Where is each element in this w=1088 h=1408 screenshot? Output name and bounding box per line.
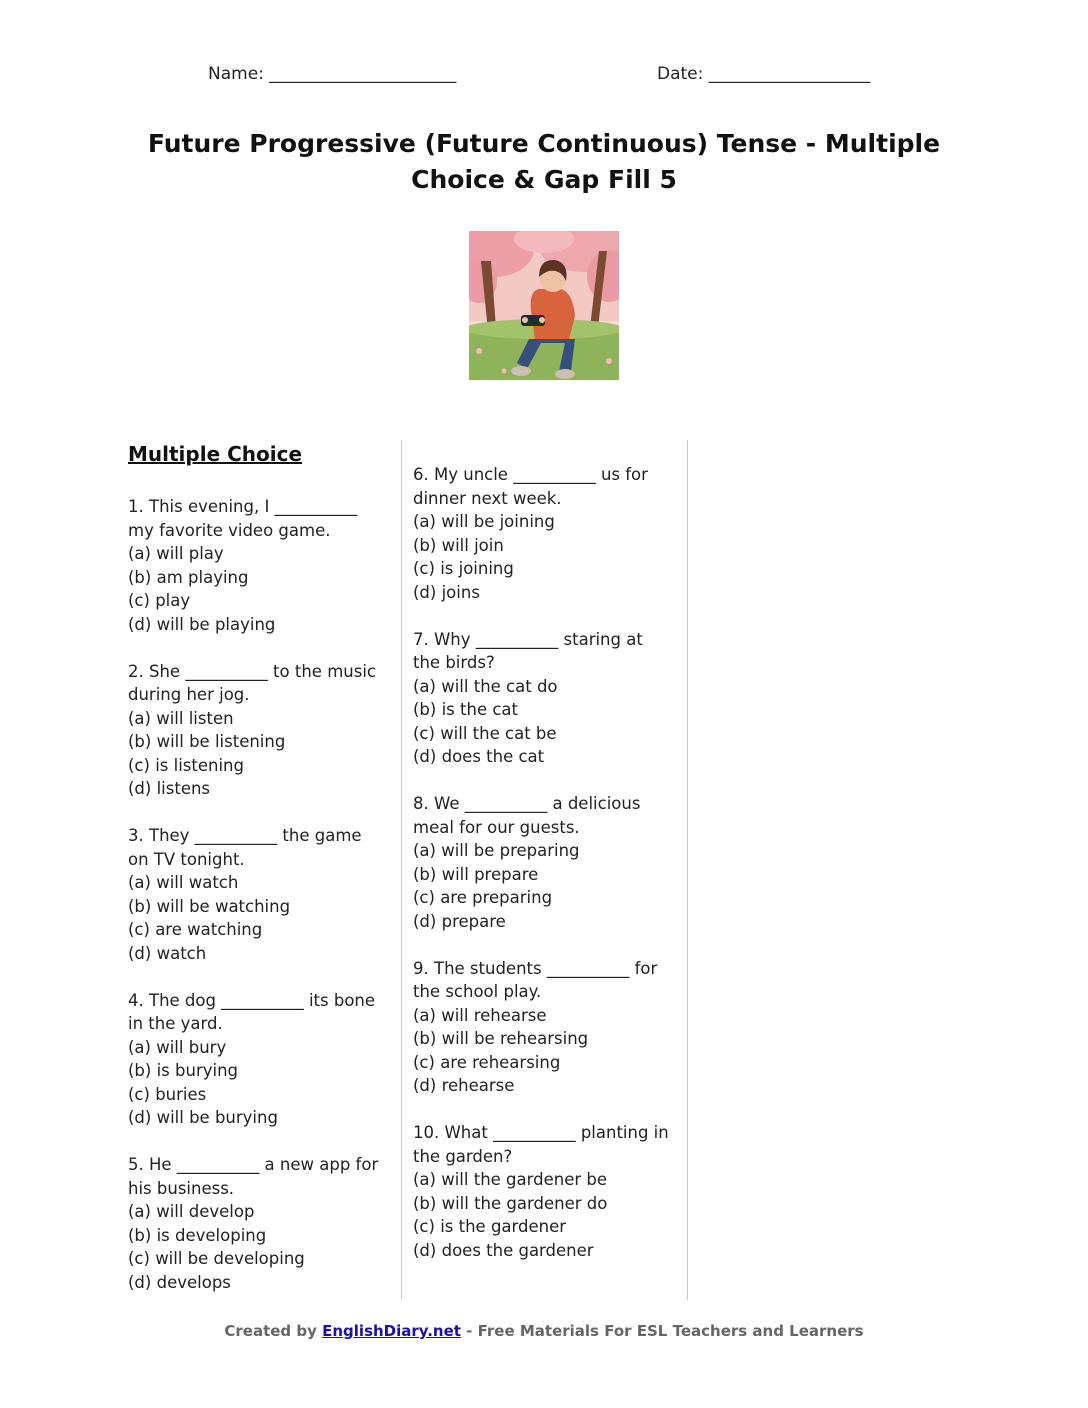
footer-link[interactable]: EnglishDiary.net [322,1322,461,1340]
answer-option[interactable]: (a) will be joining [413,512,555,531]
worksheet-title: Future Progressive (Future Continuous) Tense - Multiple Choice & Gap Fill 5 [147,129,941,194]
answer-option[interactable]: (a) will bury [128,1037,227,1057]
answer-option[interactable]: (a) will rehearse [413,1005,547,1025]
question-item [413,792,675,933]
question-text: 3. They __________ the game on TV tonight. [128,826,362,869]
question-text: 1. This evening, I __________ my favorite video game. [128,497,358,540]
answer-option[interactable]: (c) is listening [128,755,244,775]
question-text: 6. My uncle __________ us for dinner next week. [413,465,648,508]
answer-option[interactable]: (c) is joining [413,559,514,578]
answer-option[interactable]: (d) joins [413,582,480,602]
answer-option[interactable]: (a) will listen [128,708,234,728]
answer-option[interactable]: (d) prepare [413,911,506,931]
answer-option[interactable]: (a) will the cat do [413,676,558,696]
answer-option[interactable]: (b) is developing [128,1225,267,1245]
answer-option[interactable]: (a) will play [128,544,224,563]
answer-option[interactable]: (c) play [128,591,191,610]
date-field[interactable]: Date: ___________________ [657,64,871,84]
answer-option[interactable]: (c) are preparing [413,888,553,907]
left-column [128,440,386,1318]
answer-option[interactable]: (b) will be listening [128,732,286,751]
answer-option[interactable]: (c) will the cat be [413,723,557,743]
column-divider [401,440,402,1300]
answer-option[interactable]: (c) is the gardener [413,1217,567,1236]
answer-option[interactable]: (d) will be burying [128,1108,278,1127]
answer-option[interactable]: (b) will be watching [128,896,291,916]
question-text: 4. The dog __________ its bone in the yard. [128,990,376,1033]
question-item [413,957,675,1098]
footer-prefix: Created by [224,1322,323,1340]
question-text: 10. What __________ planting in the garden? [413,1123,669,1166]
answer-option[interactable]: (a) will watch [128,873,239,892]
answer-option[interactable]: (d) does the cat [413,747,545,766]
question-item [128,989,386,1130]
name-field[interactable]: Name: ______________________ [208,64,457,84]
answer-option[interactable]: (d) listens [128,779,211,798]
question-item [413,628,675,769]
illustration-boy-playing-game [469,231,619,380]
answer-option[interactable]: (b) is the cat [413,700,518,719]
footer [0,1322,1088,1340]
answer-option[interactable]: (b) am playing [128,567,249,587]
answer-option[interactable]: (b) will join [413,535,504,555]
question-text: 7. Why __________ staring at the birds? [413,629,643,672]
question-text: 2. She __________ to the music during her jog. [128,661,376,704]
footer-suffix: - Free Materials For ESL Teachers and Learners [460,1322,864,1340]
answer-option[interactable]: (d) does the gardener [413,1240,594,1260]
question-item [413,463,675,604]
question-item [128,495,386,636]
question-item [128,660,386,801]
answer-option[interactable]: (d) rehearse [413,1076,515,1095]
answer-option[interactable]: (c) are watching [128,920,263,939]
question-item [128,824,386,965]
question-item [413,1121,675,1262]
answer-option[interactable]: (a) will the gardener be [413,1170,608,1189]
answer-option[interactable]: (d) watch [128,943,207,963]
answer-option[interactable]: (c) are rehearsing [413,1052,561,1072]
column-divider [687,440,688,1300]
answer-option[interactable]: (c) will be developing [128,1249,305,1268]
answer-option[interactable]: (d) develops [128,1272,231,1292]
answer-option[interactable]: (d) will be playing [128,614,276,634]
section-heading: Multiple Choice [128,442,303,466]
question-text: 5. He __________ a new app for his business. [128,1155,379,1198]
answer-option[interactable]: (b) will be rehearsing [413,1029,589,1048]
right-column [413,463,675,1286]
question-text: 9. The students __________ for the school play. [413,958,658,1001]
answer-option[interactable]: (a) will be preparing [413,841,580,860]
answer-option[interactable]: (a) will develop [128,1202,255,1221]
question-text: 8. We __________ a delicious meal for our guests. [413,794,641,837]
answer-option[interactable]: (b) is burying [128,1061,239,1080]
answer-option[interactable]: (b) will the gardener do [413,1193,608,1213]
answer-option[interactable]: (b) will prepare [413,864,539,884]
answer-option[interactable]: (c) buries [128,1084,207,1104]
question-item [128,1153,386,1294]
